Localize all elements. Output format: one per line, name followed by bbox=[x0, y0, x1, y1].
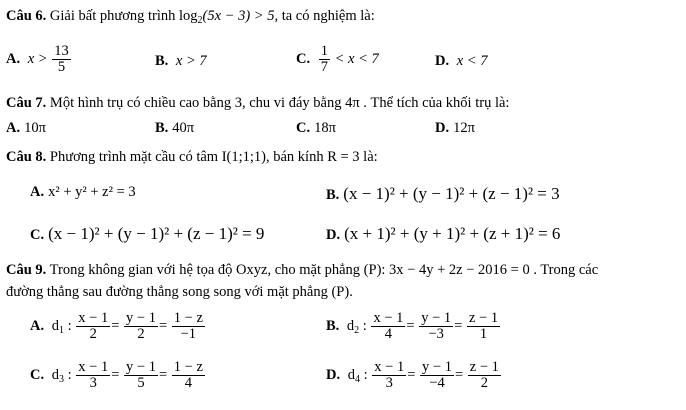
q6-answer-a[interactable] bbox=[6, 44, 72, 75]
answer-label: B. bbox=[155, 53, 169, 69]
fraction bbox=[419, 311, 453, 342]
answer-label: C. bbox=[296, 51, 311, 68]
answer-text: 12π bbox=[453, 120, 475, 136]
answer-label: D. bbox=[326, 367, 341, 384]
denominator: −1 bbox=[180, 326, 197, 343]
denominator: −4 bbox=[429, 375, 445, 392]
q7-answer-b[interactable] bbox=[155, 120, 194, 137]
question-8-text: Phương trình mặt cầu có tâm I(1;1;1), bán kính R = 3 là: bbox=[49, 149, 378, 165]
fraction bbox=[52, 44, 71, 75]
question-6-stem bbox=[6, 8, 680, 25]
numerator: y − 1 bbox=[421, 310, 452, 326]
numerator: z − 1 bbox=[468, 310, 499, 326]
answer-label: D. bbox=[435, 120, 450, 136]
question-8-label: Câu 8. bbox=[6, 149, 47, 165]
fraction bbox=[124, 311, 158, 342]
question-7-text: Một hình trụ có chiều cao bằng 3, chu vi đáy bằng 4π . Thể tích của khối trụ là: bbox=[49, 95, 510, 111]
q8-answer-b[interactable] bbox=[326, 184, 560, 204]
fraction bbox=[76, 311, 110, 342]
denominator: 3 bbox=[89, 375, 97, 392]
numerator: y − 1 bbox=[422, 359, 452, 375]
q8-answer-a[interactable] bbox=[30, 184, 136, 201]
question-6-text: Giải bất phương trình bbox=[49, 8, 176, 24]
answer-label: C. bbox=[30, 367, 45, 384]
answer-text: (x + 1)² + (y + 1)² + (z + 1)² = 6 bbox=[344, 224, 561, 243]
fraction bbox=[124, 360, 158, 391]
answer-label: B. bbox=[326, 187, 340, 203]
answer-text: 18π bbox=[314, 120, 336, 136]
question-6-label: Câu 6. bbox=[6, 8, 47, 24]
numerator: y − 1 bbox=[126, 310, 156, 326]
log-base: 2 bbox=[197, 15, 203, 26]
numerator: x − 1 bbox=[374, 359, 405, 375]
answer-lhs: x > bbox=[27, 51, 48, 68]
question-9-text: Trong không gian với hệ tọa độ Oxyz, cho mặt phẳng (P): 3x − 4y + 2z − 2016 = 0 . Trong các bbox=[49, 262, 599, 278]
question-7-label: Câu 7. bbox=[6, 95, 47, 111]
line-name: d bbox=[346, 318, 355, 335]
q6-answer-c[interactable] bbox=[296, 44, 379, 75]
q7-answer-d[interactable] bbox=[435, 120, 475, 137]
q9-answer-a[interactable]: A. $d_1$ : $\frac{x - 1}{2}$ = $\frac{y - 1}{2}$ = $\frac{1 - z}{-1}$ bbox=[30, 310, 203, 343]
log-argument: (5x − 3) > 5 bbox=[202, 8, 275, 24]
question-9-text-2: đường thẳng sau đường thẳng song song với mặt phẳng (P). bbox=[6, 284, 353, 300]
fraction bbox=[372, 360, 406, 391]
answer-label: D. bbox=[435, 53, 450, 69]
q9-answer-c[interactable]: C. $d_3$ : $\frac{x - 1}{3}$ = $\frac{y - 1}{5}$ = $\frac{1 - z}{4}$ bbox=[30, 359, 203, 392]
denominator: 7 bbox=[320, 59, 328, 76]
answer-text: (x − 1)² + (y − 1)² + (z − 1)² = 9 bbox=[48, 224, 265, 243]
denominator: 4 bbox=[384, 326, 393, 343]
numerator: 1 − z bbox=[173, 310, 203, 326]
question-9-label: Câu 9. bbox=[6, 262, 47, 278]
answer-label: A. bbox=[30, 318, 45, 335]
numerator: y − 1 bbox=[126, 359, 156, 375]
fraction bbox=[172, 311, 205, 342]
line-index: 4 bbox=[354, 374, 360, 386]
q7-answer-c[interactable] bbox=[296, 120, 336, 137]
q8-answer-c[interactable] bbox=[30, 224, 264, 244]
log-symbol: log bbox=[179, 8, 198, 24]
fraction bbox=[172, 360, 205, 391]
denominator: −3 bbox=[428, 326, 444, 343]
fraction bbox=[468, 360, 501, 391]
line-index: 3 bbox=[58, 374, 64, 386]
line-name: d bbox=[347, 367, 355, 384]
answer-label: A. bbox=[30, 184, 45, 200]
answer-label: A. bbox=[6, 51, 21, 68]
fraction bbox=[371, 311, 405, 342]
denominator: 2 bbox=[89, 326, 97, 343]
numerator: x − 1 bbox=[78, 359, 109, 375]
q6-answer-b[interactable] bbox=[155, 53, 207, 70]
denominator: 2 bbox=[480, 375, 488, 392]
fraction bbox=[467, 311, 500, 342]
numerator: 1 − z bbox=[173, 359, 203, 375]
line-index: 2 bbox=[354, 325, 360, 337]
numerator: z − 1 bbox=[469, 359, 499, 375]
q8-answer-d[interactable] bbox=[326, 224, 560, 244]
question-7-stem bbox=[6, 95, 680, 112]
question-9-stem-line2 bbox=[6, 284, 680, 301]
q9-answer-d[interactable]: D. $d_4$ : $\frac{x - 1}{3}$ = $\frac{y - 1}{-4}$ = $\frac{z - 1}{2}$ bbox=[326, 359, 499, 392]
answer-text: x < 7 bbox=[456, 53, 488, 69]
question-9-stem-line1 bbox=[6, 262, 680, 279]
answer-label: B. bbox=[155, 120, 169, 136]
q9-answer-b[interactable]: B. $d_2$ : $\frac{x - 1}{4}$ = $\frac{y - 1}{-3}$ = $\frac{z - 1}{1}$ bbox=[326, 310, 499, 343]
q6-answer-d[interactable] bbox=[435, 53, 487, 70]
denominator: 4 bbox=[184, 375, 192, 392]
answer-text: (x − 1)² + (y − 1)² + (z − 1)² = 3 bbox=[343, 184, 560, 203]
numerator: x − 1 bbox=[78, 310, 109, 326]
numerator: x − 1 bbox=[373, 310, 404, 326]
answer-label: D. bbox=[326, 227, 341, 243]
denominator: 1 bbox=[479, 326, 488, 343]
fraction bbox=[420, 360, 454, 391]
denominator: 5 bbox=[137, 375, 145, 392]
question-6-tail: , ta có nghiệm là: bbox=[274, 8, 375, 24]
numerator: 13 bbox=[54, 43, 69, 59]
line-name: d bbox=[51, 367, 59, 384]
line-index: 1 bbox=[58, 325, 64, 337]
line-name: d bbox=[51, 318, 59, 335]
answer-text: x > 7 bbox=[175, 53, 207, 69]
answer-text: x² + y² + z² = 3 bbox=[48, 184, 136, 200]
q7-answer-a[interactable] bbox=[6, 120, 46, 137]
question-8-stem bbox=[6, 149, 680, 166]
fraction bbox=[76, 360, 110, 391]
answer-rhs: < x < 7 bbox=[334, 51, 379, 68]
numerator: 1 bbox=[320, 43, 328, 59]
denominator: 3 bbox=[385, 375, 393, 392]
answer-text: 40π bbox=[172, 120, 195, 136]
answer-label: C. bbox=[296, 120, 311, 136]
fraction bbox=[319, 44, 330, 75]
answer-label: A. bbox=[6, 120, 21, 136]
denominator: 2 bbox=[137, 326, 145, 343]
denominator: 5 bbox=[57, 59, 66, 76]
answer-text: 10π bbox=[24, 120, 46, 136]
answer-label: C. bbox=[30, 227, 45, 243]
answer-label: B. bbox=[326, 318, 340, 335]
